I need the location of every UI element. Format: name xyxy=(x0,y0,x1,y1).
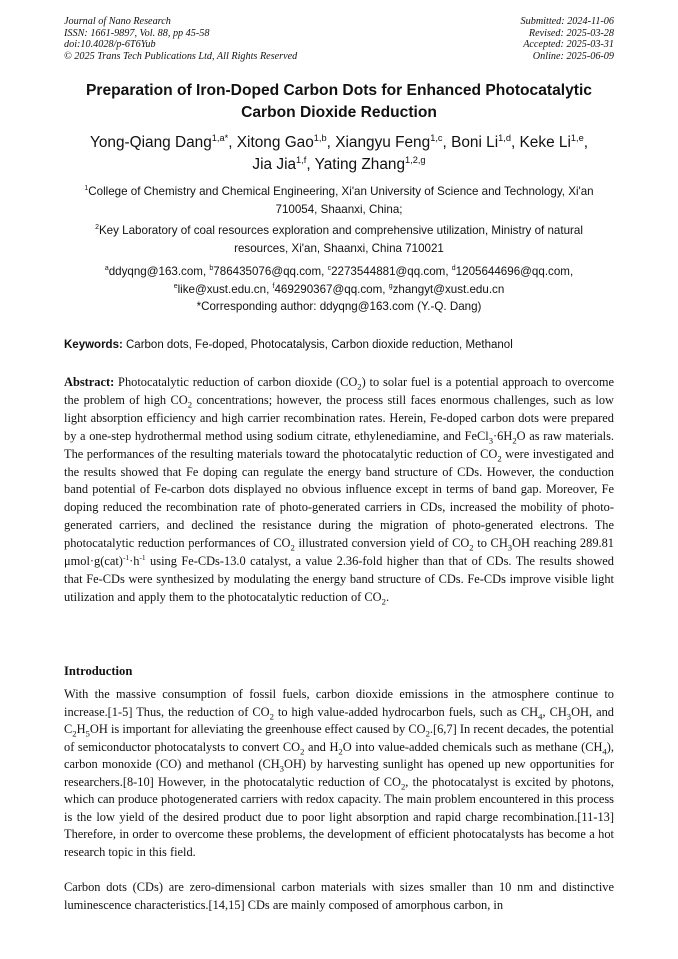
affiliation-1 xyxy=(68,183,610,218)
author-email: $^a$ddyqng@163.com, xyxy=(104,265,210,278)
email-address: like@xust.edu.cn xyxy=(177,282,267,296)
email-address: 469290367@qq.com xyxy=(274,282,383,296)
corresponding-author: *Corresponding author: ddyqng@163.com (Y.-Q. Dang) xyxy=(196,300,482,314)
journal-info xyxy=(64,16,297,62)
author-list xyxy=(54,132,624,176)
author-affiliation-marker: 1,b xyxy=(313,132,327,143)
doi: doi:10.4028/p-6T6Yub xyxy=(64,39,156,51)
email-address: 1205644696@qq.com xyxy=(455,265,570,278)
author: Jia Jia$^{1,f}$, xyxy=(252,154,315,173)
email-marker: d xyxy=(451,265,456,273)
introduction-paragraph-2: Carbon dots (CDs) are zero-dimensional carbon materials with sizes smaller than 10 nm and distinctive luminescence characteristics.[14,15] CDs are mainly composed of amorphous carbon, in xyxy=(64,880,614,912)
email-address: zhangyt@xust.edu.cn xyxy=(392,282,505,296)
email-marker: c xyxy=(327,265,332,273)
author-affiliation-marker: 1,c xyxy=(430,132,443,143)
email-marker: e xyxy=(173,282,178,290)
keywords-label: Keywords: xyxy=(64,339,123,351)
author-email: $^e$like@xust.edu.cn, xyxy=(173,282,273,296)
affiliation-2-text: Key Laboratory of coal resources exploration and comprehensive utilization, Ministry of natural resources, Xi'an, Shaanxi, China 710021 xyxy=(98,224,583,255)
abstract-text: Photocatalytic reduction of carbon dioxide $(CO_2)$ to solar fuel is a potential approach to overcome the problem of high $CO_2$ concentrations; however, the process still faces enormous challenges, such as low light absorption efficiency and high carrier recombination rates. Herein, Fe-doped carbon dots were prepared by a one-step hydrothermal method using sodium citrate, ethylenediamine, and $FeCl_3\cdot 6H_2O$ as raw materials. The performances of the resulting materials toward the photocatalytic reduction of $CO_2$ were investigated and the results showed that Fe doping can regulate the energy band structure of CDs. However, the conduction band potential of Fe-carbon dots displayed no obvious influence except in terms of band gap. Moreover, Fe doping reduced the recombination rate of photo-generated carriers in CDs, increased the mobility of photo-generated carriers, and declined the resistance during the migration of photo-generated electrons. The photocatalytic reduction performances of $CO_2$ illustrated conversion yield of $CO_2$ to $CH_3OH$ reaching 289.81 $\mu mol\cdot g(cat)^{-1}\cdot h^{-1}$ using Fe-CDs-13.0 catalyst, a value 2.36-fold higher than that of CDs. The results showed that Fe-CDs were synthesized by modulating the energy band structure of CDs. Fe-CDs improve visible light utilization and apply them to the photocatalytic reduction of $CO_2$. xyxy=(64,375,615,607)
author: Xitong Gao$^{1,b}$, xyxy=(236,132,336,151)
email-marker: a xyxy=(104,265,109,273)
author-name: Yong-Qiang Dang xyxy=(89,134,212,151)
email-block xyxy=(68,263,610,316)
author: Boni Li$^{1,d}$, xyxy=(451,132,520,151)
email-address: ddyqng@163.com xyxy=(108,265,203,278)
affiliation-1-marker: 1 xyxy=(84,185,89,193)
author-affiliation-marker: 1,a* xyxy=(211,132,229,143)
abstract-label: Abstract: xyxy=(64,375,115,389)
paper-title: Preparation of Iron-Doped Carbon Dots for Enhanced Photocatalytic Carbon Dioxide Reduction xyxy=(86,82,592,121)
keywords xyxy=(64,337,624,353)
author-email: $^d$1205644696@qq.com, xyxy=(451,265,574,278)
issn-volume: ISSN: 1661-9897, Vol. 88, pp 45-58 xyxy=(64,27,210,39)
author-name: Xiangyu Feng xyxy=(335,134,431,151)
affiliation-1-text: College of Chemistry and Chemical Engineering, Xi'an University of Science and Technology, Xi'an 710054, Shaanxi, China; xyxy=(88,185,594,216)
author xyxy=(315,156,426,173)
keywords-text: Carbon dots, Fe-doped, Photocatalysis, Carbon dioxide reduction, Methanol xyxy=(126,339,513,351)
author-affiliation-marker: 1,e xyxy=(570,132,584,143)
introduction-paragraph-1: With the massive consumption of fossil fuels, carbon dioxide emissions in the atmosphere continue to increase.[1-5] Thus, the reduction of $CO_2$ to high value-added hydrocarbon fuels, such as $CH_4$, $CH_3OH$, and $C_2H_5OH$ is important for alleviating the greenhouse effect caused by $CO_2.[6,7]$ In recent decades, the potential of semiconductor photocatalysts to convert $CO_2$ and $H_2O$ into value-added chemicals such as methane $(CH_4)$, carbon monoxide (CO) and methanol $(CH_3OH)$ by harvesting sunlight has opened up new opportunities for researchers.[8-10] However, in the photocatalytic reduction of $CO_2$, the photocatalyst is excited by photons, which can produce photogenerated carriers with redox capacity. The main problem encountered in this process is the low yield of the desired product due to poor light absorption and rapid charge recombination.[11-13] Therefore, in order to overcome these problems, the development of efficient photocatalysts has become a hot research topic in this field. xyxy=(64,687,614,859)
author-affiliation-marker: 1,2,g xyxy=(405,154,426,165)
author: Keke Li$^{1,e}$, xyxy=(519,132,589,151)
author-email: $^c$2273544881@qq.com, xyxy=(327,265,452,278)
author-email: $^f$469290367@qq.com, xyxy=(272,282,389,296)
online-date: Online: 2025-06-09 xyxy=(532,50,614,62)
email-marker: g xyxy=(388,282,393,290)
author-name: Jia Jia xyxy=(252,156,297,173)
email-marker: b xyxy=(209,265,214,273)
author-affiliation-marker: 1,f xyxy=(296,154,307,165)
author: Xiangyu Feng$^{1,c}$, xyxy=(335,132,452,151)
history-dates xyxy=(521,16,614,62)
submitted-date: Submitted: 2024-11-06 xyxy=(520,16,614,27)
affiliation-2 xyxy=(68,222,610,257)
author-email: $^b$786435076@qq.com, xyxy=(209,265,328,278)
author-name: Keke Li xyxy=(519,134,571,151)
author-affiliation-marker: 1,d xyxy=(498,132,511,143)
revised-date: Revised: 2025-03-28 xyxy=(528,27,614,39)
author-name: Boni Li xyxy=(451,134,499,151)
author: Yong-Qiang Dang$^{1,a*}$, xyxy=(89,132,237,151)
email-list xyxy=(68,263,610,298)
abstract xyxy=(64,374,614,607)
author-email xyxy=(389,283,505,296)
email-marker: f xyxy=(272,282,275,290)
accepted-date: Accepted: 2025-03-31 xyxy=(523,39,614,51)
email-address: 2273544881@qq.com xyxy=(331,265,446,278)
author-name: Yating Zhang xyxy=(314,156,406,173)
affiliation-2-marker: 2 xyxy=(95,224,99,232)
introduction-heading: Introduction xyxy=(64,664,133,678)
author-name: Xitong Gao xyxy=(236,134,314,151)
copyright: © 2025 Trans Tech Publications Ltd, All Rights Reserved xyxy=(64,50,298,62)
journal-name: Journal of Nano Research xyxy=(64,16,171,27)
email-address: 786435076@qq.com xyxy=(213,265,322,278)
